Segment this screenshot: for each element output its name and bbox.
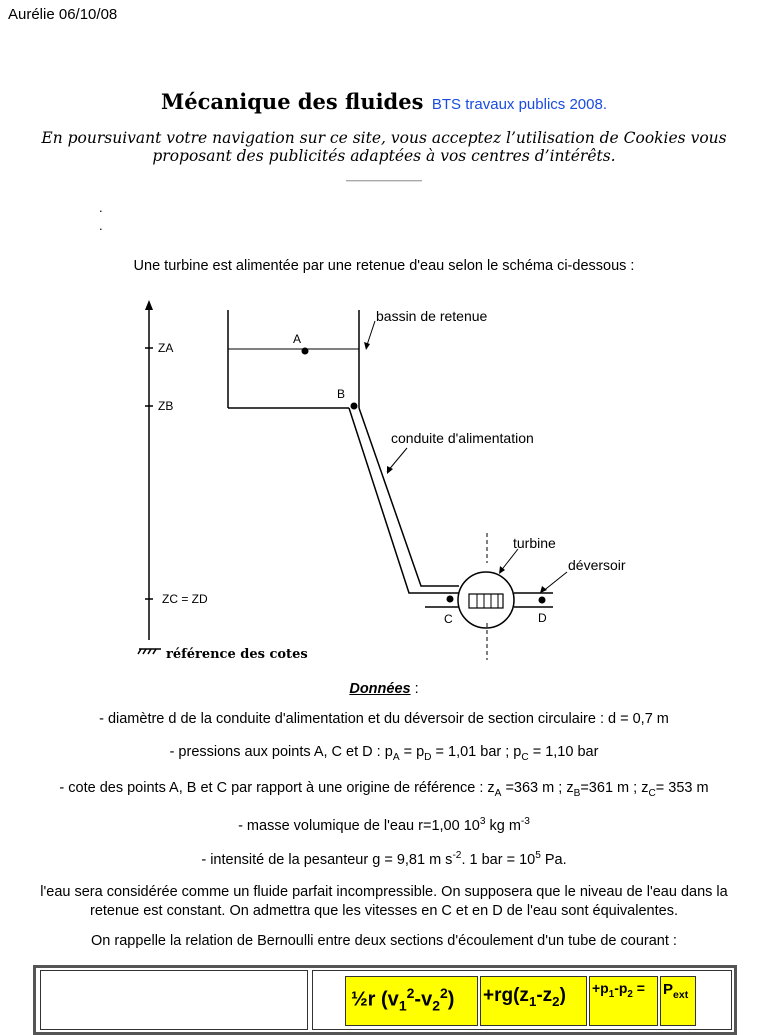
data-line-gravity: - intensité de la pesanteur g = 9,81 m $s^{-2}$. 1 bar = $10^5$ Pa. xyxy=(201,850,567,868)
title-subtitle: BTS travaux publics 2008. xyxy=(431,96,607,113)
equation-table-cell-empty xyxy=(40,970,308,1030)
point-b xyxy=(351,403,358,410)
page-title xyxy=(0,89,768,114)
label-zb: ZB xyxy=(158,399,174,413)
axis-arrow xyxy=(145,300,153,310)
dot-marker: . xyxy=(99,218,103,233)
donnees-heading: Données : xyxy=(349,681,419,697)
label-zc-zd: ZC = ZD xyxy=(162,592,208,606)
equation-term-potential: $+rg(z_1-z_2)$ xyxy=(480,976,587,1026)
label-conduite: conduite d'alimentation xyxy=(391,430,534,446)
data-line-elevations: - cote des points A, B et C par rapport à une origine de référence : $z_A =363$ m ; $z_B=361$ m ; $z_C= 353$ m xyxy=(59,780,709,799)
point-a xyxy=(302,348,309,355)
equation-term-external-power: $P_{ext}$ xyxy=(660,976,696,1026)
point-d xyxy=(539,597,546,604)
label-deversoir: déversoir xyxy=(568,557,626,573)
label-d: D xyxy=(538,611,547,625)
header-author-date: Aurélie 06/10/08 xyxy=(8,6,118,23)
bernoulli-intro: On rappelle la relation de Bernoulli entre deux sections d'écoulement d'un tube de courant : xyxy=(91,933,677,949)
intro-text: Une turbine est alimentée par une retenue d'eau selon le schéma ci-dessous : xyxy=(133,258,635,274)
label-za: ZA xyxy=(158,341,174,355)
label-b: B xyxy=(337,387,346,401)
equation-term-pressure: $+p_1-p_2$ = xyxy=(589,976,658,1026)
data-line-pressures: - pressions aux points A, C et D : $p_A = p_D = 1,01$ bar ; $p_C = 1,10$ bar xyxy=(169,744,599,763)
data-line-density: - masse volumique de l'eau r=1,00 $10^3$ kg $m^{-3}$ xyxy=(238,816,530,834)
point-c xyxy=(447,596,454,603)
label-c: C xyxy=(444,612,453,626)
label-reference: référence des cotes xyxy=(166,647,308,662)
cookie-notice: En poursuivant votre navigation sur ce site, vous acceptez l’utilisation de Cookies vous proposant des publicités adaptées à vos centres d’intérêts. xyxy=(41,129,727,165)
assumptions-paragraph: l'eau sera considérée comme un fluide parfait incompressible. On supposera que le niveau de l'eau dans la retenue est constant. On admettra que les vitesses en C et en D de l'eau sont équivalentes. xyxy=(40,884,728,919)
label-a: A xyxy=(293,332,302,346)
turbine-diagram xyxy=(125,288,645,673)
turbine-circle xyxy=(458,572,514,628)
equation-term-kinetic: ½r $(v_1^2-v_2^2)$ xyxy=(345,976,478,1026)
dot-marker: . xyxy=(99,200,103,215)
label-turbine: turbine xyxy=(513,535,556,551)
title-main: Mécanique des fluides xyxy=(161,89,424,114)
data-line-diameter: - diamètre d de la conduite d'alimentation et du déversoir de section circulaire : d = 0,7 m xyxy=(99,711,669,727)
separator xyxy=(346,180,422,182)
label-bassin: bassin de retenue xyxy=(376,308,488,324)
